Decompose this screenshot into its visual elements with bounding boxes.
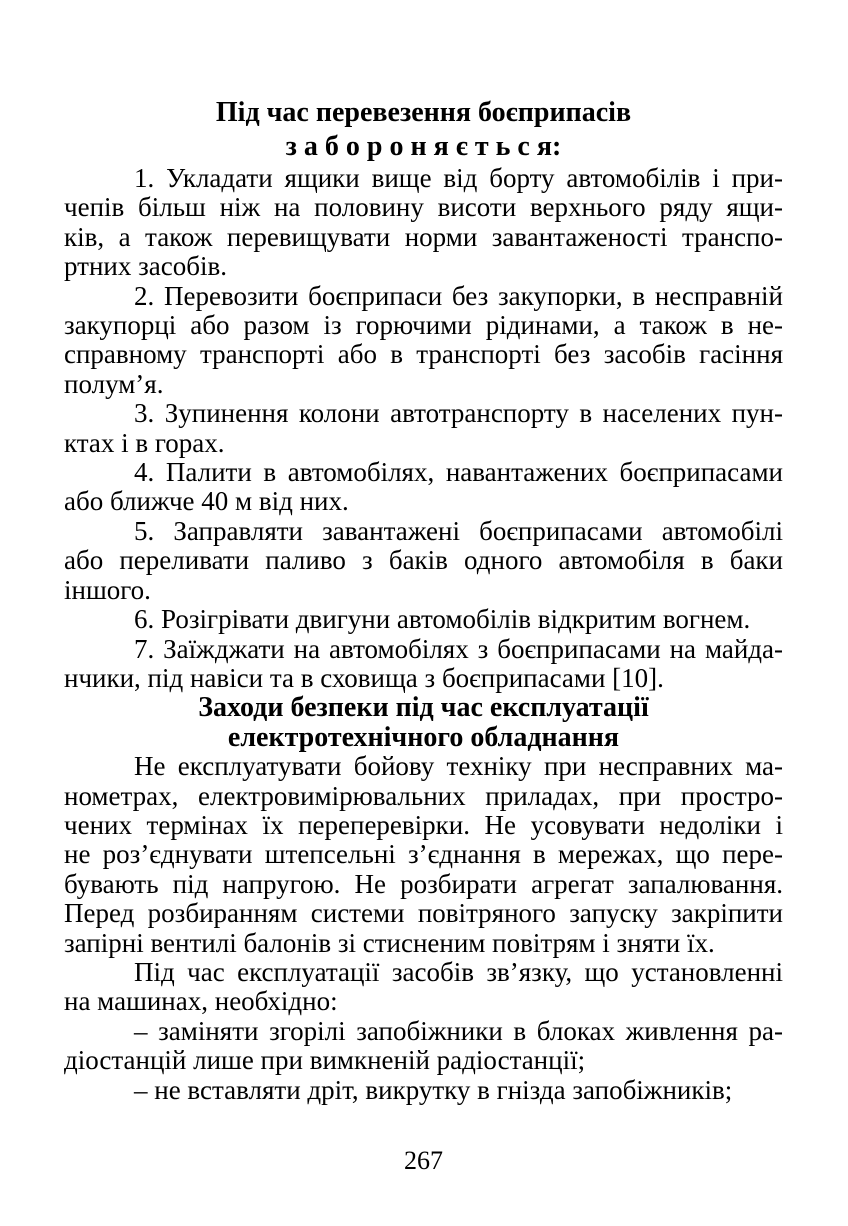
- list-item-4: [64, 458, 783, 517]
- heading-line: Заходи безпеки під час експлуатації: [198, 692, 649, 724]
- dash-list-item: [64, 1017, 783, 1076]
- text-line: Під час експлуатації засобів зв’язку, що установленні: [134, 956, 783, 987]
- text-line: не роз’єднувати штепсельні з’єднання в мережах, що пере-: [64, 839, 783, 870]
- list-item-7: [64, 635, 783, 694]
- dash-list-item: [64, 1076, 783, 1105]
- page-text-column: [64, 96, 783, 1105]
- text-line: 5. Заправляти завантажені боєприпасами автомобілі: [134, 515, 783, 546]
- text-line: чепів більш ніж на половину висоти верхнього ряду ящи-: [64, 192, 783, 223]
- text-line: закупорці або разом із горючими рідинами, а також в не-: [64, 310, 783, 341]
- text-line: – не вставляти дріт, викрутку в гнізда запобіжників;: [134, 1074, 733, 1105]
- text-line: справному транспорті або в транспорті без засобів гасіння: [64, 339, 783, 370]
- text-line: Перед розбиранням системи повітряного запуску закріпити: [64, 898, 783, 929]
- text-line: чених термінах їх переперевірки. Не усовувати недоліки і: [64, 809, 783, 840]
- text-line: 2. Перевозити боєприпаси без закупорки, в несправній: [134, 280, 783, 311]
- list-item-6: [64, 605, 783, 634]
- text-line: – заміняти згорілі запобіжники в блоках живлення ра-: [134, 1015, 783, 1046]
- text-line: ктах і в горах.: [64, 427, 225, 458]
- text-line: полум’я.: [64, 368, 164, 399]
- heading-line: Під час перевезення боєприпасів: [215, 97, 632, 128]
- text-line: ртних засобів.: [64, 251, 227, 282]
- text-line: іншого.: [64, 574, 151, 605]
- section-heading-electro: [64, 693, 783, 752]
- text-line: діостанцій лише при вимкненій радіостанції;: [64, 1045, 586, 1076]
- section-heading-transport: [64, 96, 783, 164]
- text-line: бувають під напругою. Не розбирати агрегат запалювання.: [64, 868, 783, 899]
- text-line: запірні вентилі балонів зі стисненим повітрям і зняти їх.: [64, 927, 715, 958]
- text-line: 6. Розігрівати двигуни автомобілів відкритим вогнем.: [134, 604, 751, 635]
- heading-line-spaced: з а б о р о н я є т ь с я:: [285, 131, 562, 162]
- body-paragraph: [64, 752, 783, 958]
- list-item-3: [64, 399, 783, 458]
- heading-line: електротехнічного обладнання: [227, 721, 620, 753]
- text-line: 3. Зупинення колони автотранспорту в населених пун-: [134, 398, 783, 429]
- list-item-2: [64, 282, 783, 400]
- text-line: нчики, під навіси та в сховища з боєприпасами [10].: [64, 662, 664, 693]
- body-paragraph: [64, 958, 783, 1017]
- page-number: 267: [404, 1146, 443, 1175]
- text-line: ків, а також перевищувати норми завантаженості транспо-: [64, 221, 783, 252]
- text-line: або переливати паливо з баків одного автомобіля в баки: [64, 545, 783, 576]
- text-line: на машинах, необхідно:: [64, 986, 338, 1017]
- list-item-5: [64, 517, 783, 605]
- list-item-1: [64, 164, 783, 282]
- text-line: 4. Палити в автомобілях, навантажених боєприпасами: [134, 457, 783, 488]
- text-line: 7. Заїжджати на автомобілях з боєприпасами на майда-: [134, 633, 783, 664]
- text-line: 1. Укладати ящики вище від борту автомобілів і при-: [134, 163, 783, 193]
- text-line: або ближче 40 м від них.: [64, 486, 349, 517]
- text-line: Не експлуатувати бойову техніку при несправних ма-: [134, 751, 783, 782]
- text-line: нометрах, електровимірювальних приладах, при простро-: [64, 780, 783, 811]
